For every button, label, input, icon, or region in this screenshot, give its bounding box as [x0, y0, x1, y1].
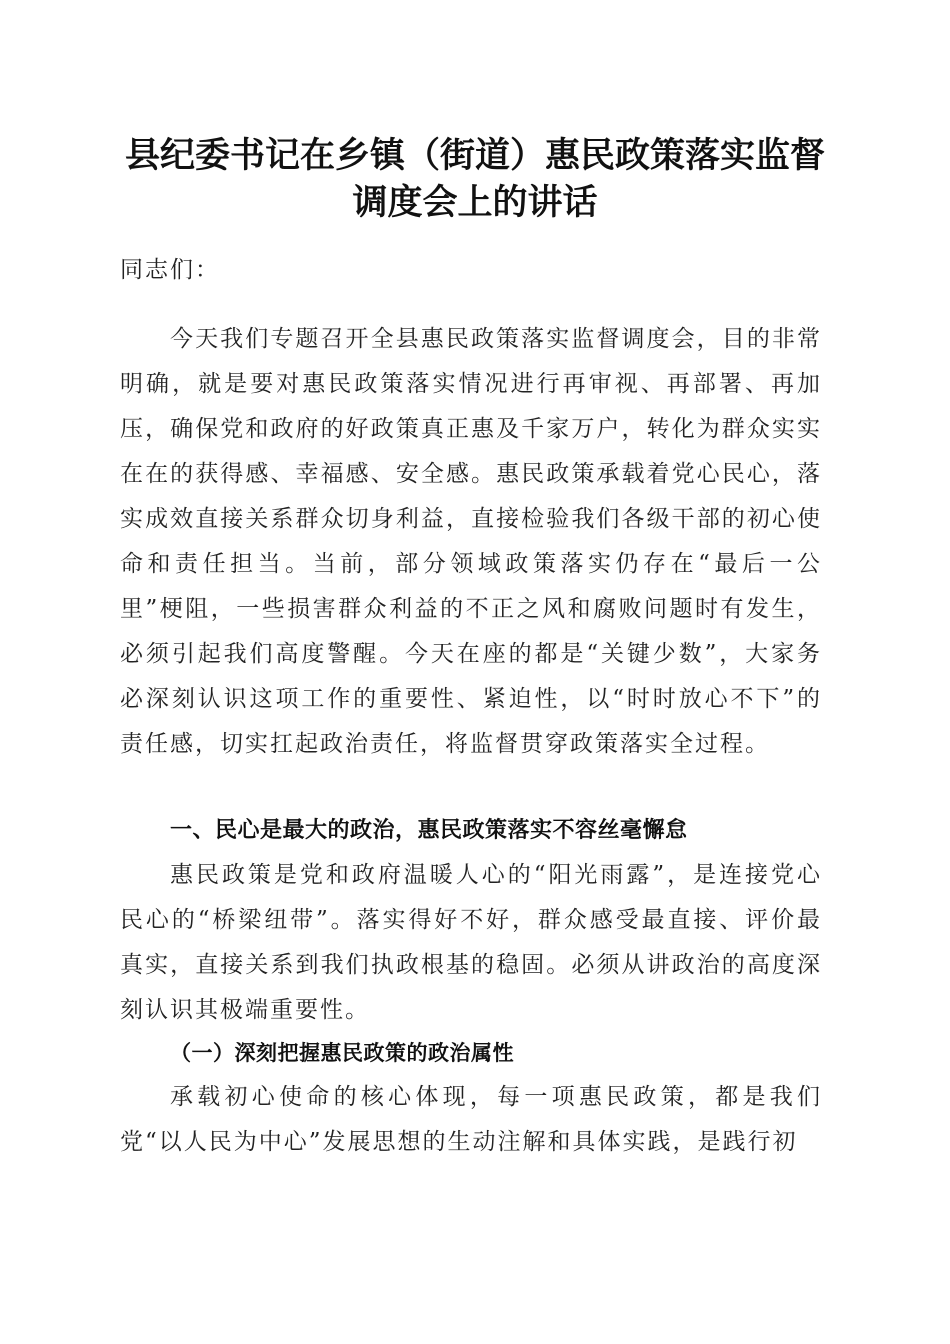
section-heading-1: 一、民心是最大的政治，惠民政策落实不容丝毫懈怠 — [170, 818, 688, 843]
paragraph-section-1: 惠民政策是党和政府温暖人心的“阳光雨露”，是连接党心民心的“桥梁纽带”。落实得好不好，群众感受最直接、评价最真实，直接关系到我们执政根基的稳固。必须从讲政治的高度深刻认识其极端重要性。 — [120, 862, 822, 1023]
salutation: 同志们： — [120, 257, 220, 283]
paragraph-intro: 今天我们专题召开全县惠民政策落实监督调度会，目的非常明确，就是要对惠民政策落实情况进行再审视、再部署、再加压，确保党和政府的好政策真正惠及千家万户，转化为群众实实在在的获得感、幸福感、安全感。惠民政策承载着党心民心，落实成效直接关系群众切身利益，直接检验我们各级干部的初心使命和责任担当。当前，部分领域政策落实仍存在“最后一公里”梗阻，一些损害群众利益的不正之风和腐败问题时有发生，必须引起我们高度警醒。今天在座的都是“关键少数”，大家务必深刻认识这项工作的重要性、紧迫性，以“时时放心不下”的责任感，切实扛起政治责任，将监督贯穿政策落实全过程。 — [120, 326, 822, 757]
paragraph-subsection-1: 承载初心使命的核心体现，每一项惠民政策，都是我们党“以人民为中心”发展思想的生动注解和具体实践，是践行初 — [120, 1084, 822, 1155]
document-title: 县纪委书记在乡镇（街道）惠民政策落实监督调度会上的讲话 — [124, 135, 825, 223]
subsection-heading-1: （一）深刻把握惠民政策的政治属性 — [170, 1040, 514, 1065]
